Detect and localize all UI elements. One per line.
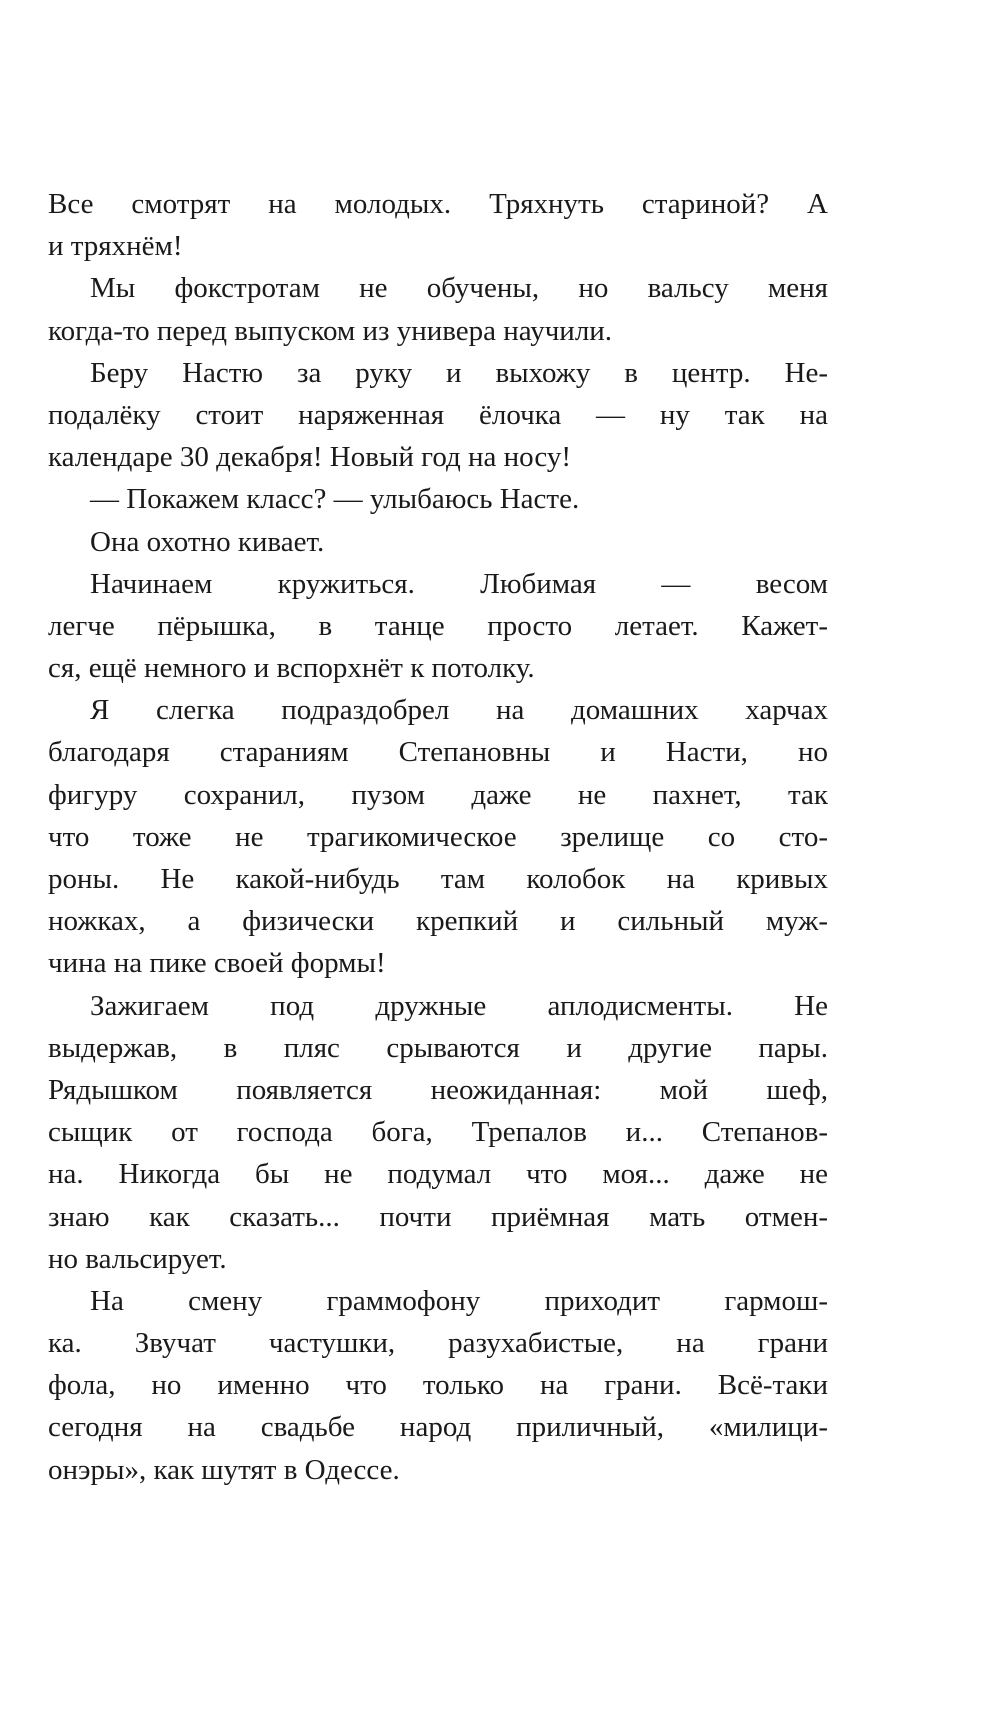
- text-line: что тоже не трагикомическое зрелище со сто-: [48, 820, 828, 853]
- text-line: роны. Не какой-нибудь там колобок на кривых: [48, 863, 828, 895]
- text-line: ся, ещё немного и вспорхнёт к потолку.: [48, 652, 535, 685]
- text-line: Все смотрят на молодых. Тряхнуть стариной? А: [48, 188, 828, 220]
- text-line: подалёку стоит наряженная ёлочка — ну так на: [48, 398, 828, 431]
- text-line: Рядышком появляется неожиданная: мой шеф,: [48, 1073, 828, 1106]
- text-line: онэры», как шутят в Одессе.: [48, 1453, 400, 1486]
- text-line: чина на пике своей формы!: [48, 947, 386, 980]
- text-line: Беру Настю за руку и выхожу в центр. Не-: [90, 356, 828, 389]
- text-line: но вальсирует.: [48, 1242, 227, 1275]
- text-line: и тряхнём!: [48, 230, 183, 263]
- text-line: сыщик от господа бога, Трепалов и... Степанов-: [48, 1116, 828, 1149]
- text-line: Я слегка подраздобрел на домашних харчах: [90, 694, 828, 727]
- text-line: знаю как сказать... почти приёмная мать отмен-: [48, 1200, 828, 1233]
- text-line: Зажигаем под дружные аплодисменты. Не: [90, 989, 828, 1022]
- text-line: ка. Звучат частушки, разухабистые, на грани: [48, 1327, 828, 1360]
- text-line: ножках, а физически крепкий и сильный муж-: [48, 905, 828, 938]
- text-line: Начинаем кружиться. Любимая — весом: [90, 567, 828, 600]
- text-line: выдержав, в пляс срываются и другие пары.: [48, 1031, 828, 1064]
- text-line: когда-то перед выпуском из универа научили.: [48, 314, 613, 347]
- text-line: фигуру сохранил, пузом даже не пахнет, так: [48, 778, 828, 811]
- body-text: [48, 183, 828, 1491]
- text-line: — Покажем класс? — улыбаюсь Насте.: [90, 483, 580, 516]
- text-line: Мы фокстротам не обучены, но вальсу меня: [90, 272, 828, 305]
- text-line: фола, но именно что только на грани. Всё-таки: [48, 1369, 828, 1402]
- text-line: на. Никогда бы не подумал что моя... даже не: [48, 1158, 828, 1191]
- text-line: легче пёрышка, в танце просто летает. Кажет-: [48, 609, 828, 642]
- text-line: Она охотно кивает.: [90, 525, 325, 558]
- text-line: сегодня на свадьбе народ приличный, «милици-: [48, 1411, 828, 1444]
- text-line: календаре 30 декабря! Новый год на носу!: [48, 441, 572, 474]
- text-line: На смену граммофону приходит гармош-: [90, 1284, 828, 1317]
- text-line: благодаря стараниям Степановны и Насти, но: [48, 736, 828, 769]
